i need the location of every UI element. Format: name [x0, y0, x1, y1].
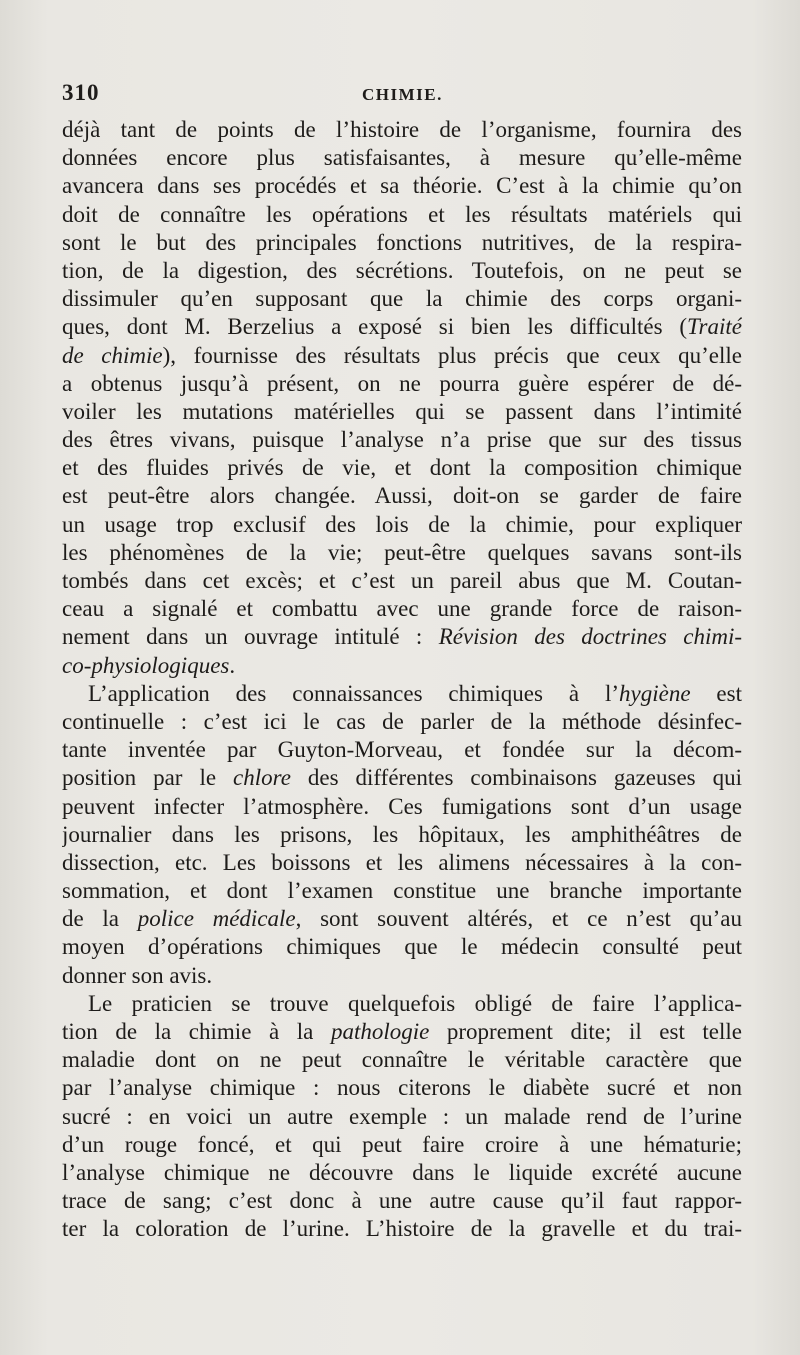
text-line: [62, 370, 742, 398]
text-segment: sommation, et dont l’examen constitue une branche importante: [62, 878, 742, 904]
text-segment: , sont souvent altérés, et ce n’est qu’au: [295, 906, 742, 932]
text-line: [62, 567, 742, 595]
text-line: [62, 342, 742, 370]
text-segment: voiler les mutations matérielles qui se passent dans l’intimité: [62, 398, 742, 424]
text-segment: tion de la chimie à la: [62, 1019, 331, 1044]
text-line: [62, 398, 742, 426]
text-segment: journalier dans les prisons, les hôpitaux, les amphithéâtres de: [62, 821, 742, 847]
text-line: [62, 116, 742, 144]
text-segment: données encore plus satisfaisantes, à mesure qu’elle-même: [62, 145, 742, 171]
text-line: [62, 313, 742, 341]
text-line: [62, 764, 742, 792]
text-segment: tion, de la digestion, des sécrétions. Toutefois, on ne peut se: [62, 257, 742, 283]
body-text: [62, 116, 742, 1244]
text-segment: par l’analyse chimique : nous citerons le diabète sucré et non: [62, 1075, 742, 1101]
text-segment: avancera dans ses procédés et sa théorie. C’est à la chimie qu’on: [62, 173, 742, 199]
text-line: [62, 482, 742, 510]
italic-text: co-physiologiques: [62, 652, 230, 678]
italic-text: pathologie: [330, 1019, 430, 1044]
text-line: [62, 144, 742, 172]
text-segment: a obtenus jusqu’à présent, on ne pourra guère espérer de dé-: [62, 370, 742, 396]
text-line: [62, 229, 742, 257]
text-line: [62, 849, 742, 877]
text-segment: .: [229, 652, 236, 678]
text-segment: de la: [62, 906, 138, 932]
italic-text: de chimie: [62, 342, 163, 368]
text-segment: peuvent infecter l’atmosphère. Ces fumigations sont d’un usage: [62, 793, 742, 819]
text-line: [62, 1103, 742, 1131]
text-segment: des différentes combinaisons gazeuses qui: [290, 765, 742, 791]
text-segment: les phénomènes de la vie; peut-être quelques savans sont-ils: [62, 539, 742, 565]
text-segment: déjà tant de points de l’histoire de l’organisme, fournira des: [62, 117, 742, 142]
text-line: [62, 1131, 742, 1159]
text-line: [62, 1187, 742, 1215]
text-line: [62, 680, 742, 708]
text-line: [62, 426, 742, 454]
text-line: [62, 1018, 742, 1046]
italic-text: Traité: [687, 314, 742, 340]
text-line: [62, 793, 742, 821]
text-line: [62, 905, 742, 933]
text-segment: un usage trop exclusif des lois de la chimie, pour expliquer: [62, 511, 742, 537]
text-line: [62, 172, 742, 200]
text-segment: trace de sang; c’est donc à une autre cause qu’il faut rappor-: [62, 1188, 742, 1214]
text-segment: moyen d’opérations chimiques que le médecin consulté peut: [62, 934, 742, 960]
italic-text: chlore: [233, 765, 291, 791]
text-line: [62, 1215, 742, 1243]
text-line: [62, 933, 742, 961]
text-segment: L’application des connaissances chimiques à l’: [88, 680, 620, 706]
text-segment: des êtres vivans, puisque l’analyse n’a prise que sur des tissus: [62, 427, 742, 453]
text-line: [62, 511, 742, 539]
text-segment: nement dans un ouvrage intitulé :: [62, 624, 439, 650]
text-segment: donner son avis.: [62, 962, 213, 988]
running-head: CHIMIE.: [362, 85, 443, 104]
text-line: [62, 1046, 742, 1074]
text-line: [62, 257, 742, 285]
text-line: [62, 1159, 742, 1187]
text-line: [62, 708, 742, 736]
text-segment: sucré : en voici un autre exemple : un malade rend de l’urine: [62, 1103, 742, 1129]
text-line: [62, 736, 742, 764]
page-header: [62, 80, 742, 110]
text-line: [62, 595, 742, 623]
text-line: [62, 652, 742, 680]
italic-text: police médicale: [137, 906, 296, 932]
text-line: [62, 623, 742, 651]
text-segment: ques, dont M. Berzelius a exposé si bien les difficultés (: [62, 314, 688, 340]
text-line: [62, 821, 742, 849]
text-segment: proprement dite; il est telle: [429, 1019, 742, 1044]
text-segment: ter la coloration de l’urine. L’histoire de la gravelle et du trai-: [62, 1216, 742, 1242]
text-line: [62, 201, 742, 229]
italic-text: Révision des doctrines chimi-: [438, 624, 742, 650]
text-segment: d’un rouge foncé, et qui peut faire croire à une hématurie;: [62, 1131, 742, 1157]
text-segment: doit de connaître les opérations et les résultats matériels qui: [62, 201, 742, 227]
text-line: [62, 539, 742, 567]
text-segment: maladie dont on ne peut connaître le véritable caractère que: [62, 1047, 742, 1073]
text-segment: et des fluides privés de vie, et dont la composition chimique: [62, 455, 742, 481]
text-line: [62, 877, 742, 905]
text-segment: tante inventée par Guyton-Morveau, et fondée sur la décom-: [62, 737, 742, 763]
text-segment: tombés dans cet excès; et c’est un pareil abus que M. Coutan-: [62, 568, 742, 593]
text-segment: ), fournisse des résultats plus précis que ceux qu’elle: [162, 342, 742, 368]
text-segment: position par le: [62, 765, 234, 791]
text-segment: est peut-être alors changée. Aussi, doit-on se garder de faire: [62, 483, 742, 509]
text-segment: dissection, etc. Les boissons et les alimens nécessaires à la con-: [62, 849, 742, 875]
text-line: [62, 1074, 742, 1102]
text-segment: est: [690, 680, 742, 706]
text-line: [62, 990, 742, 1018]
text-segment: dissimuler qu’en supposant que la chimie des corps organi-: [62, 286, 742, 312]
text-segment: continuelle : c’est ici le cas de parler de la méthode désinfec-: [62, 708, 742, 734]
text-line: [62, 454, 742, 482]
text-line: [62, 962, 742, 990]
page-number: 310: [62, 80, 100, 105]
italic-text: hygiène: [619, 680, 691, 706]
text-segment: l’analyse chimique ne découvre dans le liquide excrété aucune: [62, 1159, 742, 1185]
text-segment: sont le but des principales fonctions nutritives, de la respira-: [62, 229, 742, 255]
text-line: [62, 285, 742, 313]
text-segment: ceau a signalé et combattu avec une grande force de raison-: [62, 596, 742, 622]
text-segment: Le praticien se trouve quelquefois obligé de faire l’applica-: [88, 990, 742, 1016]
